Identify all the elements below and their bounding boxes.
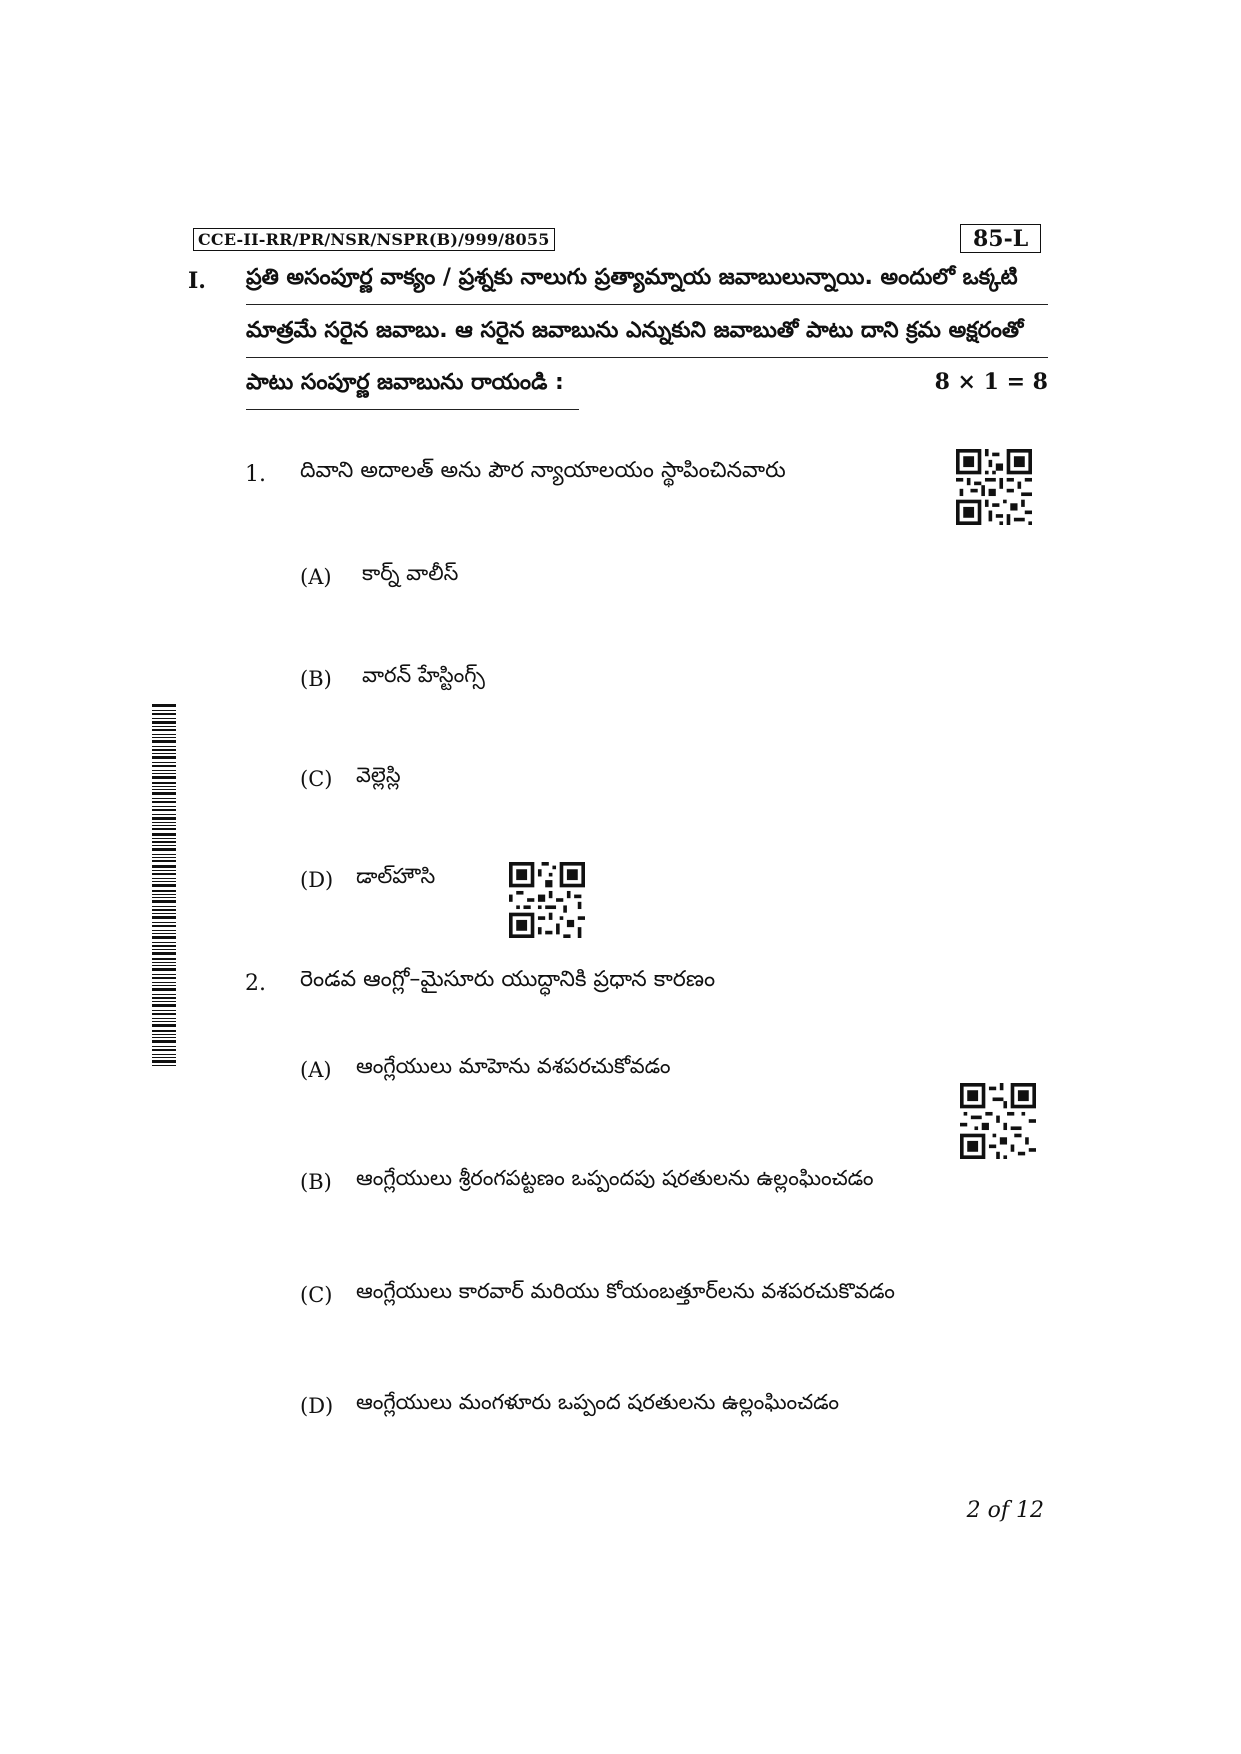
option-text: వారన్ హేస్టింగ్స్ [362,663,485,687]
qr-code-icon [956,449,1032,525]
option-label: (B) [300,667,332,691]
marks-allocation: 8 × 1 = 8 [934,369,1048,395]
option-text: కార్న్ వాలీస్ [362,561,459,585]
question-number: 1. [245,462,266,487]
qr-code-icon [960,1083,1036,1159]
exam-code: CCE-II-RR/PR/NSR/NSPR(B)/999/8055 [193,228,555,251]
instruction-line-1: ప్రతి అసంపూర్ణ వాక్యం / ప్రశ్నకు నాలుగు ప్రత్యామ్నాయ జవాబులున్నాయి. అందులో ఒక్కటి [246,265,1018,290]
option-label: (D) [300,1394,334,1418]
option-label: (A) [300,1058,332,1082]
option-label: (C) [300,767,333,791]
question-text: రెండవ ఆంగ్లో–మైసూరు యుద్ధానికి ప్రధాన కారణం [300,967,716,992]
paper-code: 85-L [960,224,1041,253]
page-indicator: 2 of 12 [966,1498,1044,1523]
section-number: I. [188,268,206,294]
option-text: ఆంగ్లేయులు మంగళూరు ఒప్పంద షరతులను ఉల్లంఘించడం [356,1390,840,1414]
option-text: వెల్లెస్లి [356,763,401,787]
option-text: ఆంగ్లేయులు మాహెను వశపరచుకోవడం [356,1054,671,1078]
option-text: ఆంగ్లేయులు కారవార్ మరియు కోయంబత్తూర్‌లను వశపరచుకొవడం [356,1279,895,1303]
option-text: డాల్‌హౌసి [356,864,436,888]
question-number: 2. [245,971,266,996]
option-label: (B) [300,1170,332,1194]
option-text: ఆంగ్లేయులు శ్రీరంగపట్టణం ఒప్పందపు షరతులను ఉల్లంఘించడం [356,1166,874,1190]
option-label: (A) [300,565,332,589]
question-text: దివాని అదాలత్ అను పౌర న్యాయాలయం స్థాపించినవారు [300,458,786,483]
qr-code-icon [509,862,585,938]
instruction-line-3: పాటు సంపూర్ణ జవాబును రాయండి : [246,370,564,395]
barcode-icon [152,704,176,1066]
instruction-rule-1 [246,304,1048,305]
instruction-rule-3 [246,409,579,410]
instruction-rule-2 [246,357,1048,358]
option-label: (D) [300,868,334,892]
instruction-line-2: మాత్రమే సరైన జవాబు. ఆ సరైన జవాబును ఎన్నుకుని జవాబుతో పాటు దాని క్రమ అక్షరంతో [246,318,1024,343]
option-label: (C) [300,1283,333,1307]
